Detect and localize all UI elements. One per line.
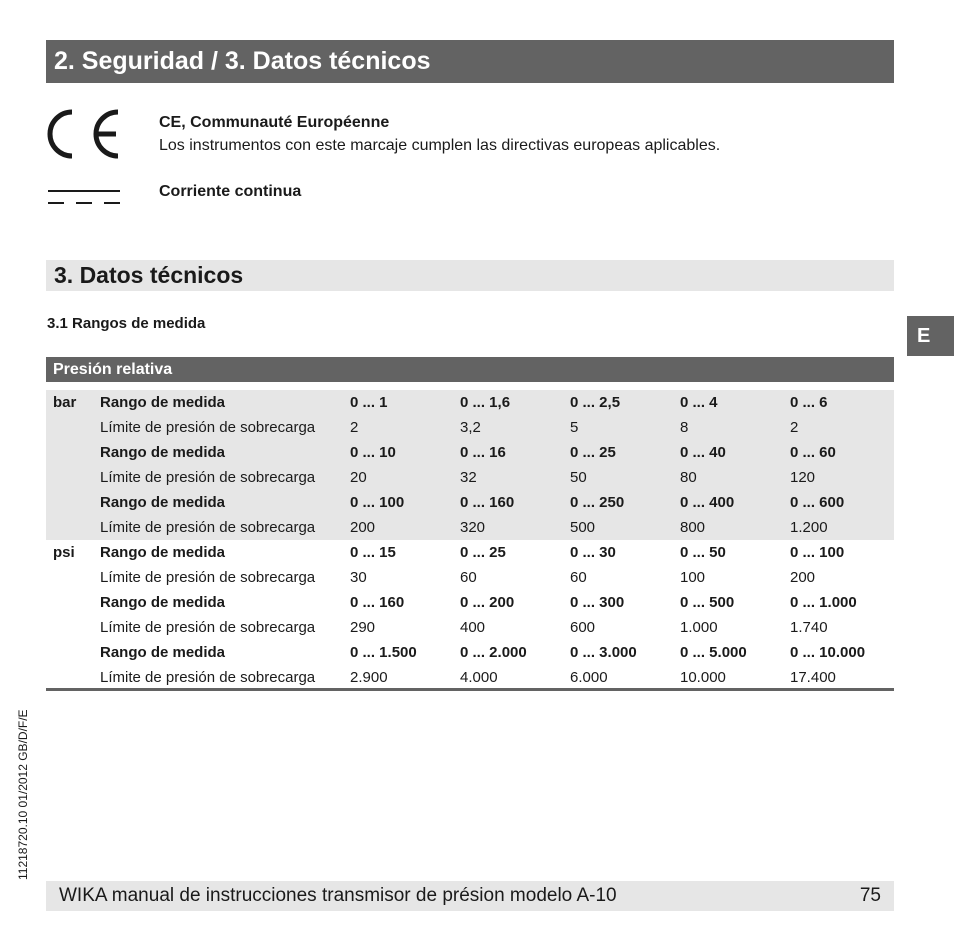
value-cell: 200 [790, 569, 816, 586]
value-cell: 0 ... 160 [460, 494, 515, 511]
value-cell: 0 ... 1,6 [460, 394, 511, 411]
table-row [46, 615, 894, 640]
value-cell: 0 ... 160 [350, 594, 405, 611]
value-cell: 80 [680, 469, 697, 486]
value-cell: 290 [350, 619, 376, 636]
table-row [46, 490, 894, 515]
value-cell: 0 ... 10 [350, 444, 396, 461]
table-row [46, 415, 894, 440]
value-cell: 50 [570, 469, 587, 486]
table-row [46, 565, 894, 590]
unit-cell: psi [53, 544, 75, 561]
value-cell: 200 [350, 519, 376, 536]
ce-mark-title: CE, Communauté Européenne [159, 114, 390, 131]
value-cell: 500 [570, 519, 596, 536]
value-cell: 0 ... 2,5 [570, 394, 621, 411]
value-cell: 1.740 [790, 619, 828, 636]
table-row [46, 665, 894, 690]
table-row [46, 440, 894, 465]
value-cell: 0 ... 30 [570, 544, 616, 561]
section-title: 2. Seguridad / 3. Datos técnicos [46, 40, 894, 83]
value-cell: 0 ... 60 [790, 444, 836, 461]
value-cell: 0 ... 6 [790, 394, 828, 411]
row-label: Rango de medida [100, 494, 226, 511]
table-bottom-rule [46, 688, 894, 691]
row-label: Rango de medida [100, 544, 226, 561]
table-row [46, 590, 894, 615]
value-cell: 3,2 [460, 419, 481, 436]
tech-data-heading: 3. Datos técnicos [46, 260, 894, 291]
value-cell: 0 ... 100 [790, 544, 845, 561]
value-cell: 0 ... 400 [680, 494, 735, 511]
value-cell: 6.000 [570, 669, 608, 686]
value-cell: 1.200 [790, 519, 828, 536]
value-cell: 2 [350, 419, 359, 436]
value-cell: 0 ... 4 [680, 394, 718, 411]
value-cell: 0 ... 3.000 [570, 644, 637, 661]
row-label: Límite de presión de sobrecarga [100, 669, 316, 686]
row-label: Límite de presión de sobrecarga [100, 619, 316, 636]
value-cell: 0 ... 1.500 [350, 644, 417, 661]
table-row [46, 390, 894, 415]
row-label: Límite de presión de sobrecarga [100, 469, 316, 486]
value-cell: 30 [350, 569, 367, 586]
value-cell: 0 ... 300 [570, 594, 625, 611]
value-cell: 0 ... 50 [680, 544, 726, 561]
footer [46, 881, 894, 911]
value-cell: 100 [680, 569, 706, 586]
row-label: Límite de presión de sobrecarga [100, 419, 316, 436]
language-tab: E [907, 316, 954, 356]
value-cell: 400 [460, 619, 486, 636]
value-cell: 0 ... 200 [460, 594, 515, 611]
value-cell: 60 [570, 569, 587, 586]
value-cell: 20 [350, 469, 367, 486]
value-cell: 17.400 [790, 669, 836, 686]
ranges-table [46, 390, 894, 690]
table-row [46, 640, 894, 665]
row-label: Rango de medida [100, 394, 226, 411]
value-cell: 0 ... 25 [460, 544, 506, 561]
row-label: Límite de presión de sobrecarga [100, 519, 316, 536]
value-cell: 1.000 [680, 619, 718, 636]
value-cell: 800 [680, 519, 706, 536]
value-cell: 0 ... 15 [350, 544, 396, 561]
unit-cell: bar [53, 394, 77, 411]
value-cell: 2 [790, 419, 799, 436]
row-label: Rango de medida [100, 594, 226, 611]
value-cell: 0 ... 1 [350, 394, 388, 411]
ce-mark-icon [44, 106, 122, 162]
value-cell: 0 ... 100 [350, 494, 405, 511]
row-label: Rango de medida [100, 644, 226, 661]
table-row [46, 540, 894, 565]
value-cell: 320 [460, 519, 486, 536]
value-cell: 0 ... 1.000 [790, 594, 857, 611]
value-cell: 0 ... 5.000 [680, 644, 747, 661]
value-cell: 0 ... 500 [680, 594, 735, 611]
value-cell: 32 [460, 469, 477, 486]
value-cell: 120 [790, 469, 816, 486]
value-cell: 0 ... 250 [570, 494, 625, 511]
value-cell: 0 ... 40 [680, 444, 726, 461]
value-cell: 4.000 [460, 669, 498, 686]
measuring-ranges-subheading: 3.1 Rangos de medida [47, 315, 206, 332]
value-cell: 5 [570, 419, 579, 436]
direct-current-icon [48, 188, 120, 206]
page-number: 75 [859, 885, 881, 906]
table-row [46, 465, 894, 490]
footer-text: WIKA manual de instrucciones transmisor de présion modelo A-10 [59, 885, 617, 906]
value-cell: 600 [570, 619, 596, 636]
table-row [46, 515, 894, 540]
direct-current-label: Corriente continua [159, 183, 302, 200]
value-cell: 8 [680, 419, 689, 436]
value-cell: 0 ... 10.000 [790, 644, 866, 661]
ce-mark-description: Los instrumentos con este marcaje cumplen las directivas europeas aplicables. [159, 137, 721, 154]
table-header: Presión relativa [46, 357, 894, 382]
value-cell: 2.900 [350, 669, 388, 686]
row-label: Límite de presión de sobrecarga [100, 569, 316, 586]
row-label: Rango de medida [100, 444, 226, 461]
value-cell: 0 ... 2.000 [460, 644, 527, 661]
value-cell: 0 ... 16 [460, 444, 506, 461]
value-cell: 0 ... 600 [790, 494, 845, 511]
value-cell: 0 ... 25 [570, 444, 616, 461]
value-cell: 10.000 [680, 669, 726, 686]
document-code: 11218720.10 01/2012 GB/D/F/E [16, 709, 30, 880]
value-cell: 60 [460, 569, 477, 586]
